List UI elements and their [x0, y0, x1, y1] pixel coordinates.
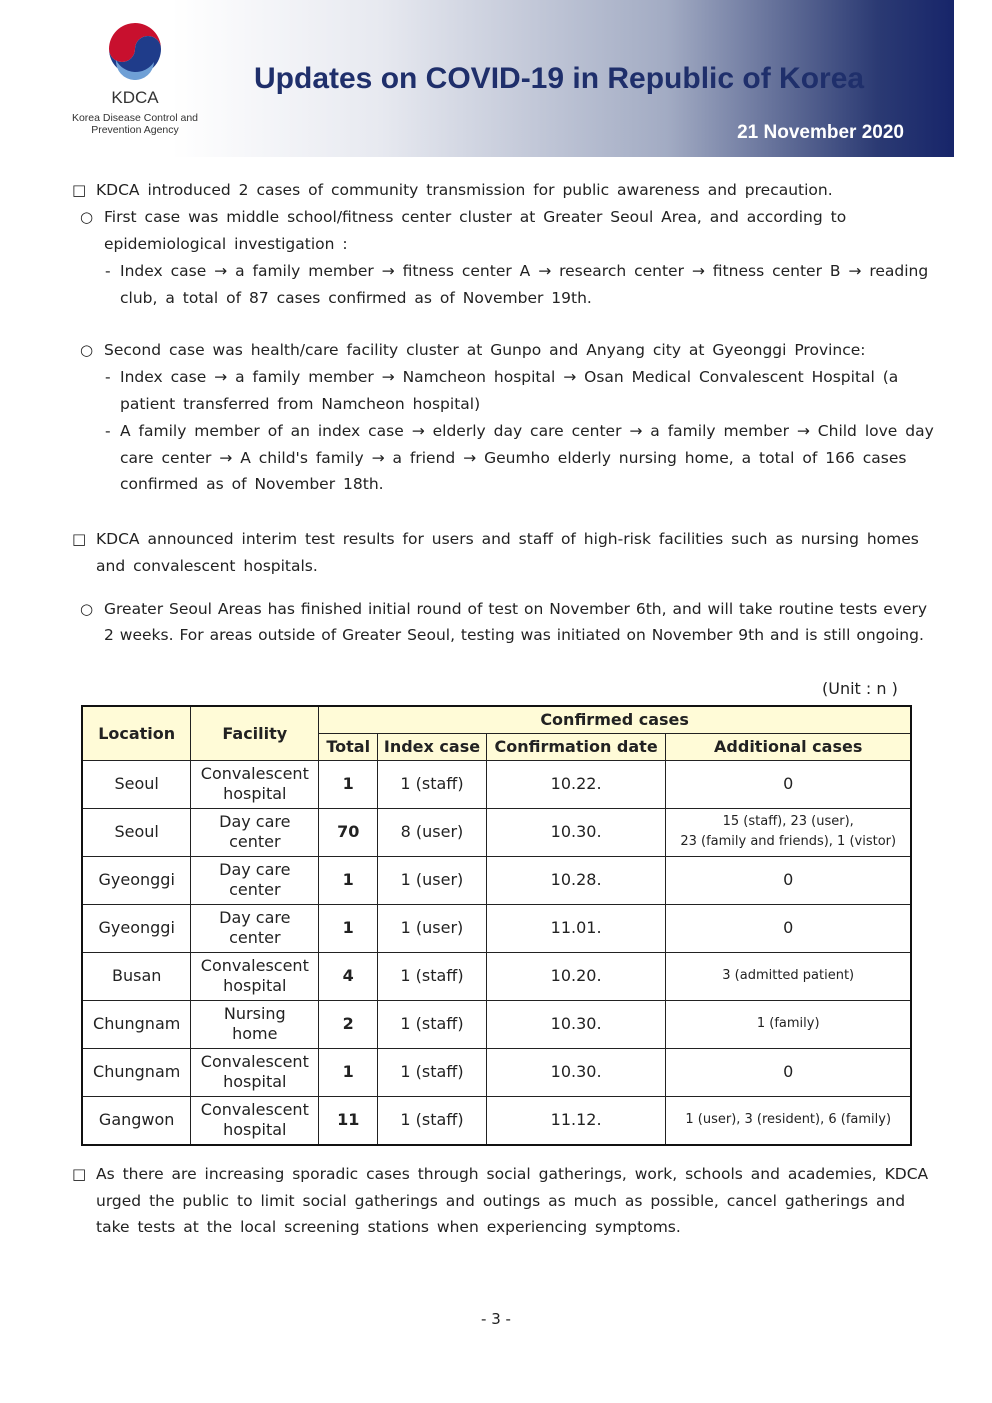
- facility-line2: hospital: [223, 976, 287, 995]
- facility-line1: Day care: [219, 812, 291, 831]
- square-bullet: □: [72, 1165, 87, 1183]
- header-total: Total: [319, 733, 378, 760]
- cell-index-case: 1 (user): [378, 856, 487, 904]
- cell-confirmation-date: 11.12.: [486, 1096, 666, 1145]
- facility-line2: hospital: [223, 1120, 287, 1139]
- cell-confirmation-date: 10.22.: [486, 760, 666, 808]
- cell-total: 1: [319, 904, 378, 952]
- dash-bullet: -: [105, 368, 111, 386]
- header-additional-cases: Additional cases: [666, 733, 911, 760]
- cell-total: 1: [319, 856, 378, 904]
- cell-confirmation-date: 10.30.: [486, 1000, 666, 1048]
- cell-location: Seoul: [82, 760, 191, 808]
- facility-line1: Convalescent: [200, 1052, 309, 1071]
- paragraph-community-transmission: KDCA introduced 2 cases of community transmission for public awareness and precaution.: [96, 181, 833, 199]
- circle-bullet: ○: [80, 208, 94, 226]
- cell-total: 2: [319, 1000, 378, 1048]
- cell-confirmation-date: 10.30.: [486, 808, 666, 856]
- facility-line2: center: [229, 880, 281, 899]
- cell-additional-cases: 0: [666, 760, 911, 808]
- cell-total: 70: [319, 808, 378, 856]
- first-case-chain-line2: club, a total of 87 cases confirmed as of November 19th.: [120, 289, 592, 307]
- table-row: [82, 856, 911, 904]
- cell-additional-cases: 1 (user), 3 (resident), 6 (family): [666, 1096, 911, 1145]
- cell-additional-cases: 0: [666, 856, 911, 904]
- header-confirmation-date: Confirmation date: [486, 733, 666, 760]
- facility-line1: Convalescent: [200, 1100, 309, 1119]
- second-case-chain1-line2: patient transferred from Namcheon hospital): [120, 395, 481, 413]
- header-index-case: Index case: [378, 733, 487, 760]
- interim-results-line1: KDCA announced interim test results for users and staff of high-risk facilities such as nursing homes: [96, 530, 919, 548]
- public-advisory-line1: As there are increasing sporadic cases through social gatherings, work, schools and academies, KDCA: [96, 1165, 929, 1183]
- dash-bullet: -: [105, 262, 111, 280]
- facility-line1: Convalescent: [200, 956, 309, 975]
- testing-status-line1: Greater Seoul Areas has finished initial round of test on November 6th, and will take routine tests every: [104, 600, 928, 618]
- header-banner: [0, 0, 954, 157]
- table-unit: (Unit : n ): [822, 679, 898, 698]
- page-title: Updates on COVID-19 in Republic of Korea: [254, 62, 865, 95]
- square-bullet: □: [72, 181, 87, 199]
- cell-total: 1: [319, 760, 378, 808]
- report-date: 21 November 2020: [737, 122, 904, 143]
- confirmed-cases-table: [81, 705, 912, 1146]
- second-case-chain2-line2: care center → A child's family → a friend → Geumho elderly nursing home, a total of 166 cases: [120, 449, 907, 467]
- cell-location: Gangwon: [82, 1096, 191, 1145]
- cell-location: Chungnam: [82, 1048, 191, 1096]
- cell-facility: [191, 952, 319, 1000]
- cell-facility: [191, 1000, 319, 1048]
- page-number: - 3 -: [481, 1310, 511, 1328]
- cell-index-case: 1 (staff): [378, 1096, 487, 1145]
- table-row: [82, 1096, 911, 1145]
- cell-facility: [191, 760, 319, 808]
- facility-line1: Day care: [219, 860, 291, 879]
- facility-line1: Convalescent: [200, 764, 309, 783]
- circle-bullet: ○: [80, 341, 94, 359]
- second-case-chain2-line1: A family member of an index case → elderly day care center → a family member → Child love day: [120, 422, 934, 440]
- cell-facility: [191, 808, 319, 856]
- dash-bullet: -: [105, 422, 111, 440]
- cell-index-case: 1 (staff): [378, 1000, 487, 1048]
- cell-index-case: 1 (staff): [378, 952, 487, 1000]
- logo-abbreviation: KDCA: [111, 88, 159, 107]
- cell-location: Gyeonggi: [82, 856, 191, 904]
- first-case-line1: First case was middle school/fitness center cluster at Greater Seoul Area, and according to: [104, 208, 847, 226]
- table-row: [82, 904, 911, 952]
- facility-line2: hospital: [223, 1072, 287, 1091]
- square-bullet: □: [72, 530, 87, 548]
- second-case-chain1-line1: Index case → a family member → Namcheon hospital → Osan Medical Convalescent Hospital (a: [120, 368, 899, 386]
- cell-confirmation-date: 11.01.: [486, 904, 666, 952]
- table-row: [82, 952, 911, 1000]
- table-row: [82, 1048, 911, 1096]
- cell-location: Seoul: [82, 808, 191, 856]
- cell-total: 1: [319, 1048, 378, 1096]
- cell-facility: [191, 1096, 319, 1145]
- circle-bullet: ○: [80, 600, 94, 618]
- cell-facility: [191, 904, 319, 952]
- testing-status-line2: 2 weeks. For areas outside of Greater Seoul, testing was initiated on November 9th and is still ongoing.: [104, 626, 924, 644]
- public-advisory-line3: take tests at the local screening stations when experiencing symptoms.: [96, 1218, 681, 1236]
- facility-line2: home: [232, 1024, 278, 1043]
- cell-total: 11: [319, 1096, 378, 1145]
- cell-location: Gyeonggi: [82, 904, 191, 952]
- table-row: [82, 808, 911, 856]
- kdca-logo: [60, 18, 210, 136]
- interim-results-line2: and convalescent hospitals.: [96, 557, 318, 575]
- cell-total: 4: [319, 952, 378, 1000]
- additional-line1: 15 (staff), 23 (user),: [722, 814, 854, 829]
- cell-location: Chungnam: [82, 1000, 191, 1048]
- cell-additional-cases: 3 (admitted patient): [666, 952, 911, 1000]
- taeguk-emblem-icon: [104, 18, 166, 80]
- first-case-chain-line1: Index case → a family member → fitness center A → research center → fitness center B → reading: [120, 262, 929, 280]
- logo-agency-name-line2: Prevention Agency: [91, 124, 179, 136]
- header-location: Location: [82, 706, 191, 760]
- cell-index-case: 1 (user): [378, 904, 487, 952]
- second-case-intro: Second case was health/care facility cluster at Gunpo and Anyang city at Gyeonggi Province:: [104, 341, 866, 359]
- additional-line2: 23 (family and friends), 1 (vistor): [680, 834, 897, 849]
- facility-line2: hospital: [223, 784, 287, 803]
- logo-agency-name-line1: Korea Disease Control and: [71, 112, 199, 124]
- second-case-chain2-line3: confirmed as of November 18th.: [120, 475, 384, 493]
- facility-line1: Day care: [219, 908, 291, 927]
- facility-line1: Nursing: [223, 1004, 286, 1023]
- cell-additional-cases: [666, 808, 911, 856]
- facility-line2: center: [229, 832, 281, 851]
- facility-line2: center: [229, 928, 281, 947]
- cell-additional-cases: 1 (family): [666, 1000, 911, 1048]
- cell-index-case: 1 (staff): [378, 1048, 487, 1096]
- cell-location: Busan: [82, 952, 191, 1000]
- cell-confirmation-date: 10.30.: [486, 1048, 666, 1096]
- cell-facility: [191, 1048, 319, 1096]
- table-row: [82, 1000, 911, 1048]
- first-case-line2: epidemiological investigation :: [104, 235, 348, 253]
- public-advisory-line2: urged the public to limit social gatherings and outings as much as possible, cancel gatherings and: [96, 1192, 906, 1210]
- header-confirmed-cases: Confirmed cases: [319, 706, 911, 733]
- cell-index-case: 1 (staff): [378, 760, 487, 808]
- cell-facility: [191, 856, 319, 904]
- cell-index-case: 8 (user): [378, 808, 487, 856]
- cell-additional-cases: 0: [666, 904, 911, 952]
- cell-additional-cases: 0: [666, 1048, 911, 1096]
- table-row: [82, 760, 911, 808]
- header-facility: Facility: [191, 706, 319, 760]
- cell-confirmation-date: 10.20.: [486, 952, 666, 1000]
- cell-confirmation-date: 10.28.: [486, 856, 666, 904]
